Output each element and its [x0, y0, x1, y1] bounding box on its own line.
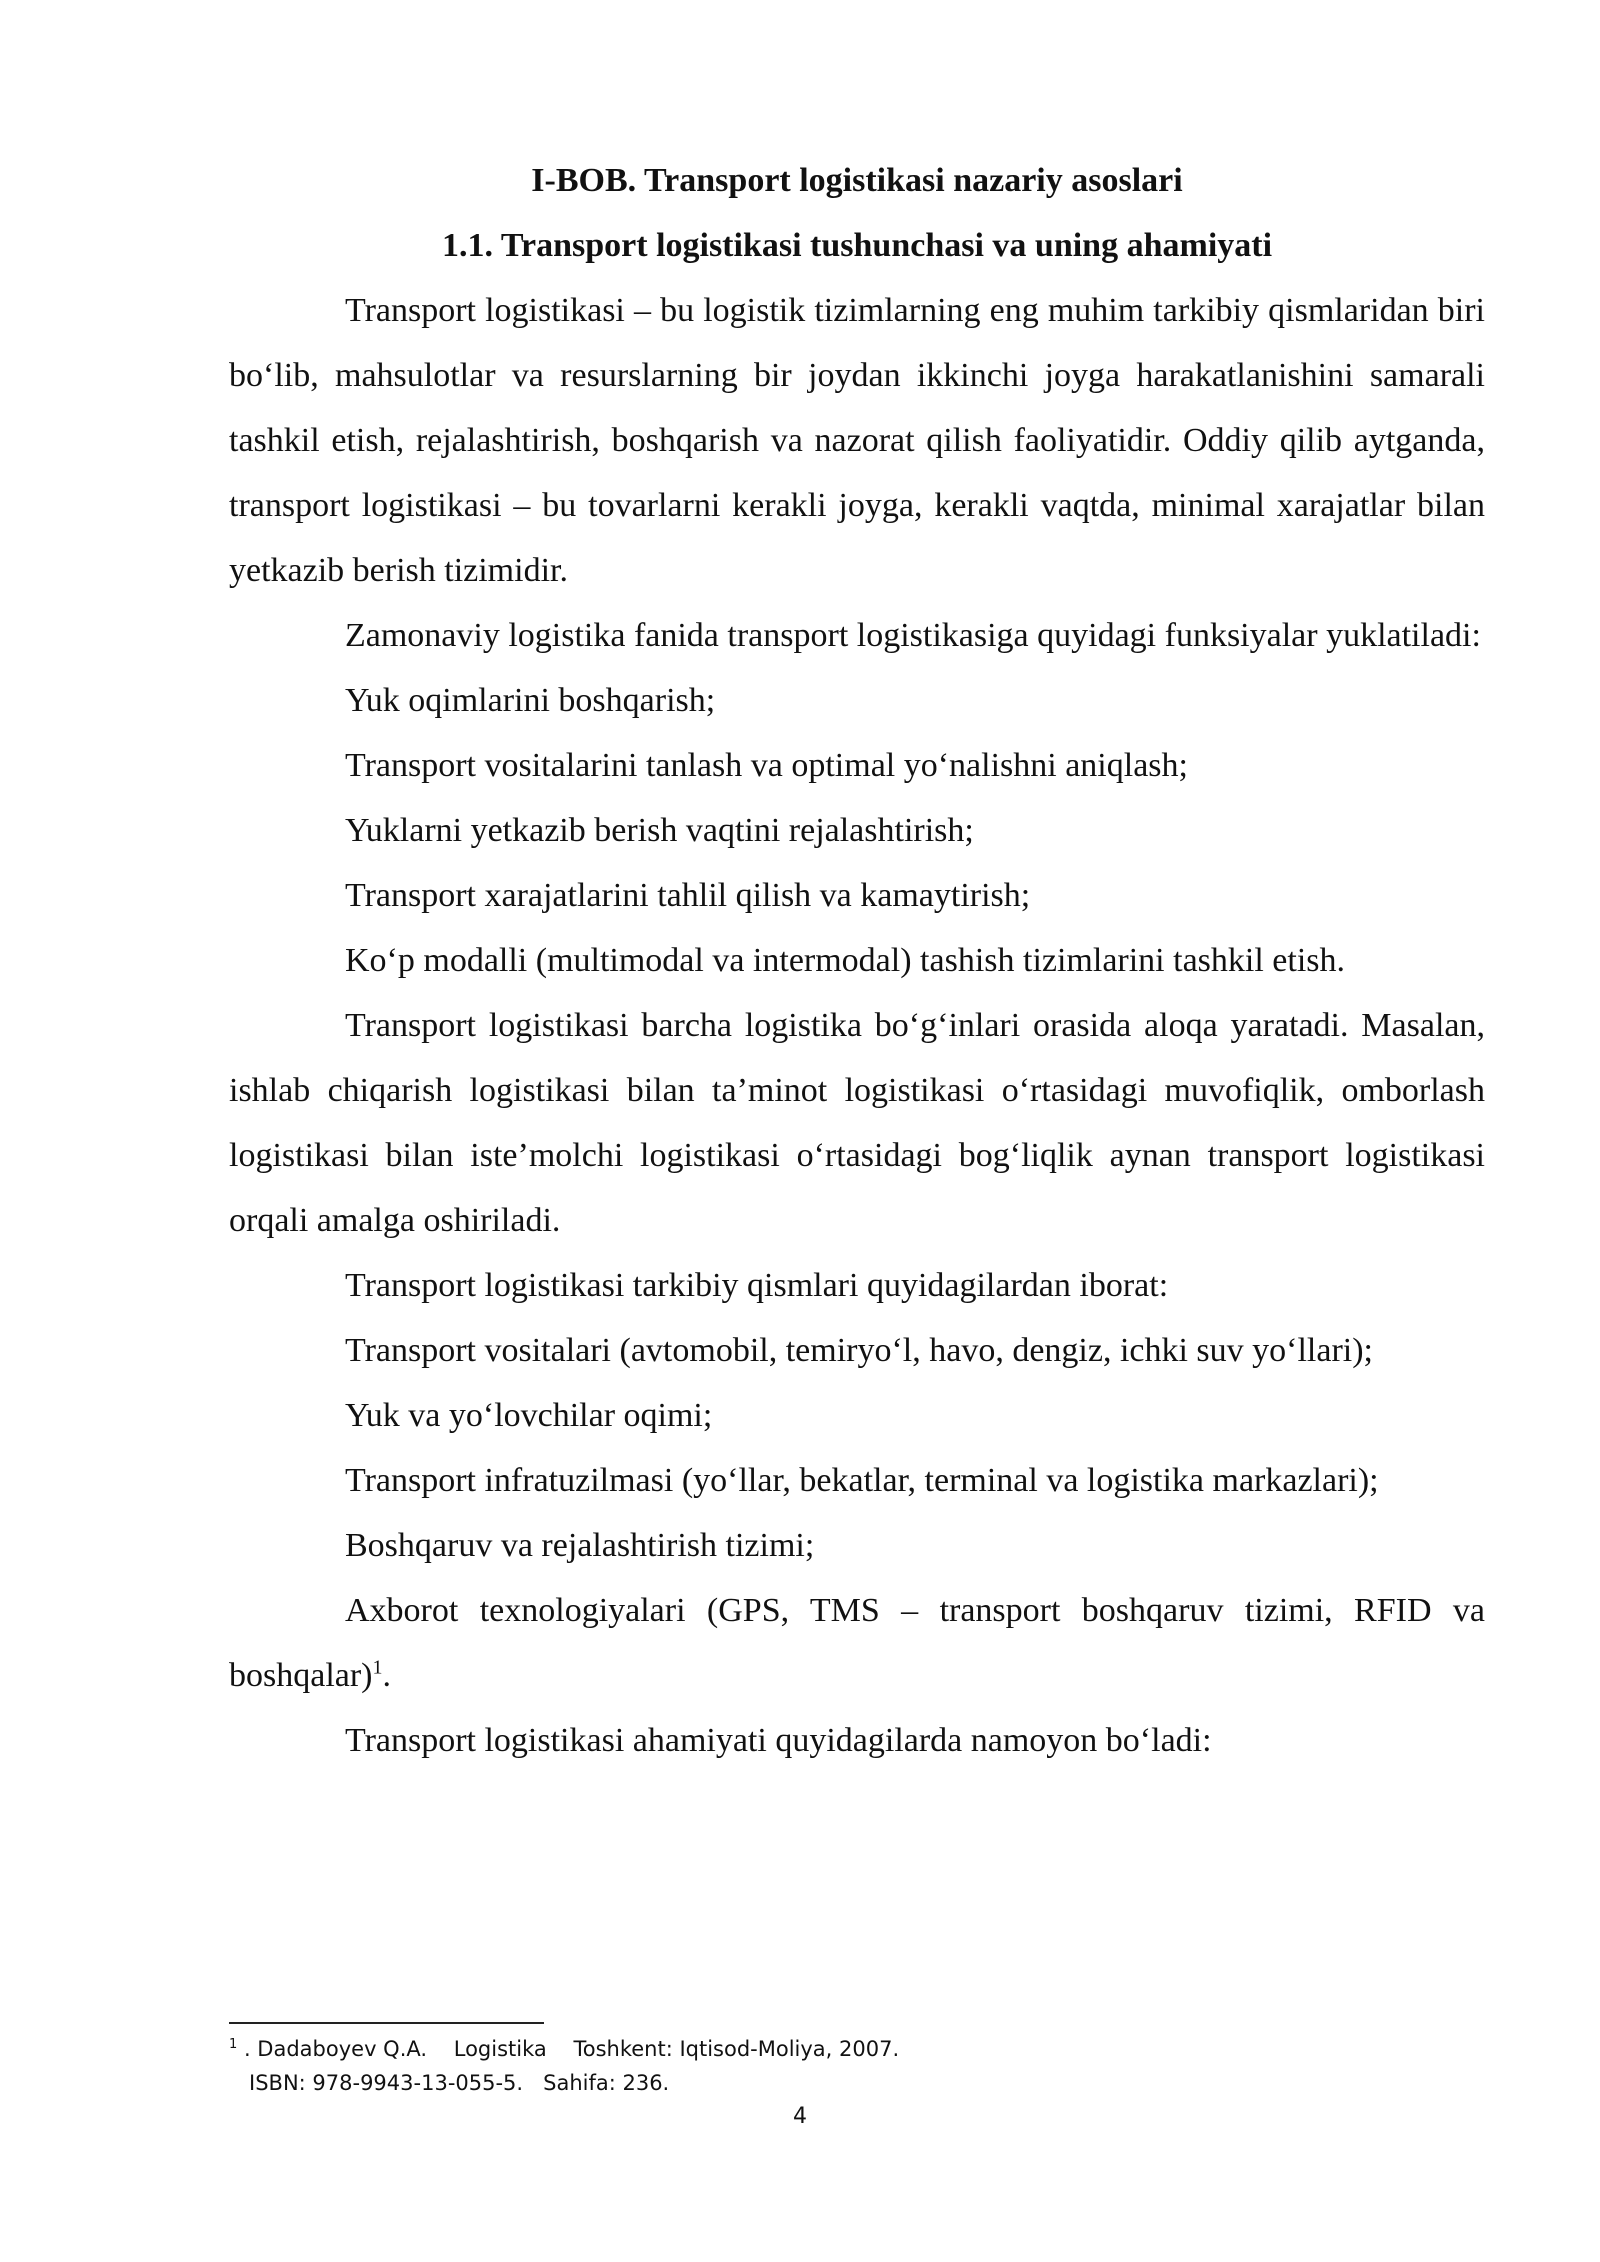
list-item: Boshqaruv va rejalashtirish tizimi;: [345, 1527, 815, 1564]
list-item: Transport xarajatlarini tahlil qilish va kamaytirish;: [345, 877, 1031, 914]
paragraph-definition: Transport logistikasi – bu logistik tizimlarning eng muhim tarkibiy qismlaridan biri bo‘lib, mahsulotlar va resurslarning bir joydan ikkinchi joyga harakatlanishini samarali tashkil etish, rejalashtirish, boshqarish va nazorat qilish faoliyatidir. Oddiy qilib aytganda, transport logistikasi – bu tovarlarni kerakli joyga, kerakli vaqtda, minimal xarajatlar bilan yetkazib berish tizimidir.: [229, 292, 1485, 589]
footnote-line-2: ISBN: 978-9943-13-055-5. Sahifa: 236.: [229, 2071, 670, 2095]
footnote-citation: . Dadaboyev Q.A. Logistika Toshkent: Iqtisod-Moliya, 2007.: [237, 2037, 900, 2061]
paragraph-functions-intro: Zamonaviy logistika fanida transport logistikasiga quyidagi funksiyalar yuklatiladi:: [345, 617, 1481, 654]
list-item: Yuklarni yetkazib berish vaqtini rejalashtirish;: [345, 812, 974, 849]
paragraph-importance-intro: Transport logistikasi ahamiyati quyidagilarda namoyon bo‘ladi:: [345, 1722, 1212, 1759]
list-item: Yuk oqimlarini boshqarish;: [345, 682, 716, 719]
list-item: Transport vositalarini tanlash va optimal yo‘nalishni aniqlash;: [345, 747, 1188, 784]
section-title: 1.1. Transport logistikasi tushunchasi va uning ahamiyati: [441, 227, 1273, 264]
list-item: Yuk va yo‘lovchilar oqimi;: [345, 1397, 713, 1434]
page-number: 4: [793, 2104, 807, 2129]
list-item: Transport infratuzilmasi (yo‘llar, bekatlar, terminal va logistika markazlari);: [345, 1462, 1379, 1499]
list-item: Transport vositalari (avtomobil, temiryo‘l, havo, dengiz, ichki suv yo‘llari);: [345, 1332, 1374, 1369]
paragraph-components-intro: Transport logistikasi tarkibiy qismlari quyidagilardan iborat:: [345, 1267, 1169, 1304]
footnote-reference[interactable]: 1: [372, 1656, 383, 1679]
footnote-line-1: [229, 2032, 1329, 2066]
list-item: Ko‘p modalli (multimodal va intermodal) tashish tizimlarini tashkil etish.: [345, 942, 1345, 979]
list-item-end: .: [382, 1657, 392, 1694]
footnote-mark: 1: [229, 2037, 238, 2052]
footnote: [229, 2032, 1329, 2100]
footnote-separator: [229, 2022, 544, 2024]
paragraph-links: Transport logistikasi barcha logistika bo‘g‘inlari orasida aloqa yaratadi. Masalan, ishlab chiqarish logistikasi bilan ta’minot logistikasi o‘rtasidagi muvofiqlik, omborlash logistikasi bilan iste’molchi logistikasi o‘rtasidagi bog‘liqlik aynan transport logistikasi orqali amalga oshiriladi.: [229, 1007, 1485, 1239]
document-page: [229, 148, 1485, 1773]
list-item-with-footnote: [229, 1578, 1485, 1708]
chapter-title: I-BOB. Transport logistikasi nazariy asoslari: [531, 162, 1183, 199]
list-item-text: Axborot texnologiyalari (GPS, TMS – transport boshqaruv tizimi, RFID va boshqalar): [229, 1592, 1485, 1694]
